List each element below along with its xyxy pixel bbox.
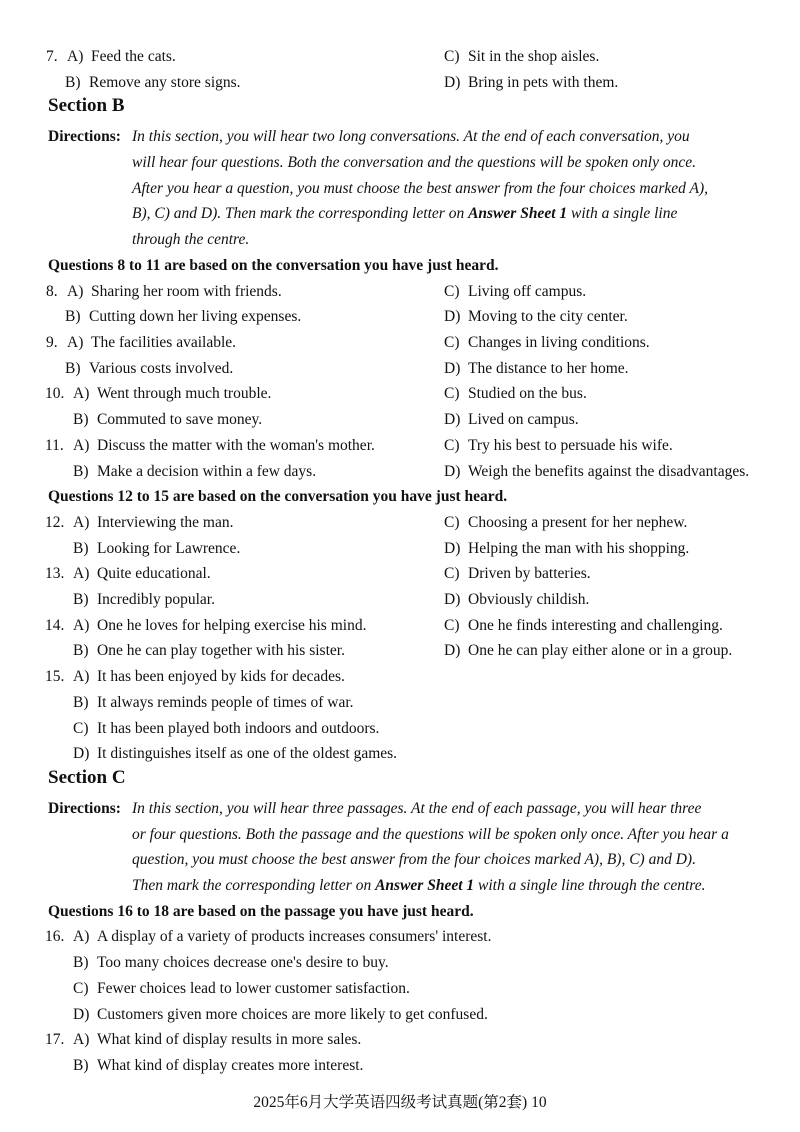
option-text: Driven by batteries.	[468, 565, 591, 583]
directions-line: B), C) and D). Then mark the corresponding letter on Answer Sheet 1 with a single line	[132, 205, 678, 223]
option-letter: D)	[73, 745, 90, 763]
option-row	[0, 613, 800, 639]
option-row	[0, 407, 800, 433]
option-row	[0, 950, 800, 976]
question-group-heading: Questions 12 to 15 are based on the conversation you have just heard.	[48, 488, 508, 506]
question-group-heading: Questions 8 to 11 are based on the conversation you have just heard.	[48, 256, 499, 274]
option-text: Cutting down her living expenses.	[89, 308, 302, 326]
option-text: Bring in pets with them.	[468, 73, 619, 91]
question-number: 12.	[45, 513, 65, 531]
option-text: One he can play together with his sister.	[97, 642, 345, 660]
option-letter: A)	[73, 668, 90, 686]
question-number: 14.	[45, 616, 65, 634]
option-row	[0, 561, 800, 587]
question-number: 15.	[45, 668, 65, 686]
option-row	[0, 433, 800, 459]
option-text: Remove any store signs.	[89, 73, 241, 91]
question-number: 11.	[45, 436, 64, 454]
option-letter: D)	[444, 591, 461, 608]
option-letter: A)	[73, 385, 90, 403]
option-text: Studied on the bus.	[468, 385, 587, 403]
directions-line: will hear four questions. Both the conversation and the questions will be spoken only once.	[132, 154, 696, 172]
option-row	[0, 304, 800, 330]
page-footer: 2025年6月大学英语四级考试真题(第2套) 10	[253, 1094, 547, 1111]
option-text: Weigh the benefits against the disadvantages.	[468, 462, 750, 480]
option-letter: A)	[67, 334, 84, 351]
option-letter: A)	[67, 48, 84, 65]
option-letter: D)	[444, 539, 461, 557]
option-letter: A)	[73, 616, 90, 634]
option-row	[0, 381, 800, 407]
option-letter: C)	[444, 565, 460, 583]
option-row	[0, 1027, 800, 1053]
option-letter: C)	[73, 719, 89, 737]
option-text: Make a decision within a few days.	[97, 462, 317, 480]
option-text: Quite educational.	[97, 565, 211, 583]
option-row	[0, 1053, 800, 1079]
option-row	[0, 924, 800, 950]
option-letter: C)	[73, 979, 89, 997]
option-letter: D)	[444, 308, 461, 326]
option-letter: B)	[73, 642, 89, 660]
option-letter: C)	[444, 616, 460, 634]
option-text: It distinguishes itself as one of the oldest games.	[97, 745, 398, 763]
option-row	[0, 638, 800, 664]
option-letter: B)	[73, 411, 89, 429]
option-letter: C)	[444, 282, 460, 300]
question-group-heading: Questions 16 to 18 are based on the passage you have just heard.	[48, 902, 474, 920]
option-letter: A)	[67, 282, 84, 300]
option-text: Various costs involved.	[89, 359, 234, 377]
option-text: The facilities available.	[91, 334, 237, 351]
option-row	[0, 664, 800, 690]
option-letter: B)	[73, 954, 89, 972]
option-letter: D)	[444, 462, 461, 480]
directions-line: After you hear a question, you must choose the best answer from the four choices marked A),	[132, 179, 708, 197]
option-text: Interviewing the man.	[97, 513, 234, 531]
option-text: Feed the cats.	[91, 48, 176, 65]
directions-label: Directions:	[48, 799, 121, 817]
directions-label: Directions:	[48, 128, 121, 146]
option-row	[0, 976, 800, 1002]
option-letter: B)	[65, 359, 81, 377]
option-row	[0, 70, 800, 96]
option-letter: C)	[444, 334, 460, 351]
option-text: Discuss the matter with the woman's mother.	[97, 436, 375, 454]
question-number: 17.	[45, 1031, 65, 1049]
option-text: What kind of display results in more sales.	[97, 1031, 362, 1049]
option-row	[0, 587, 800, 613]
option-letter: A)	[73, 436, 90, 454]
directions-line: or four questions. Both the passage and the questions will be spoken only once. After you hear a	[132, 825, 729, 843]
option-text: Sharing her room with friends.	[91, 282, 282, 300]
question-number: 13.	[45, 565, 65, 583]
directions-line: Then mark the corresponding letter on Answer Sheet 1 with a single line through the centre.	[132, 876, 706, 894]
option-letter: C)	[444, 513, 460, 531]
question-number: 16.	[45, 928, 65, 946]
option-row	[0, 741, 800, 767]
option-letter: C)	[444, 385, 460, 403]
option-letter: D)	[444, 73, 461, 91]
option-text: One he loves for helping exercise his mind.	[97, 616, 367, 634]
option-text: Obviously childish.	[468, 591, 590, 608]
option-row	[0, 510, 800, 536]
option-letter: B)	[73, 591, 89, 608]
option-text: One he can play either alone or in a group.	[468, 642, 733, 660]
option-text: Helping the man with his shopping.	[468, 539, 690, 557]
option-letter: B)	[73, 1056, 89, 1074]
option-text: Commuted to save money.	[97, 411, 263, 429]
directions-line: through the centre.	[132, 231, 250, 249]
option-text: Too many choices decrease one's desire to buy.	[97, 954, 389, 972]
option-text: Lived on campus.	[468, 411, 579, 429]
option-text: It has been played both indoors and outdoors.	[97, 719, 380, 737]
option-text: Fewer choices lead to lower customer satisfaction.	[97, 979, 410, 997]
question-number: 9.	[46, 334, 58, 351]
option-text: What kind of display creates more interest.	[97, 1056, 364, 1074]
option-text: The distance to her home.	[468, 359, 629, 377]
option-row	[0, 1002, 800, 1028]
question-number: 8.	[46, 282, 58, 300]
option-letter: B)	[65, 73, 81, 91]
option-letter: B)	[73, 462, 89, 480]
option-row	[0, 536, 800, 562]
option-letter: B)	[73, 693, 89, 711]
directions-line: In this section, you will hear two long conversations. At the end of each conversation, you	[132, 128, 690, 146]
option-text: Try his best to persuade his wife.	[468, 436, 673, 454]
option-text: Looking for Lawrence.	[97, 539, 241, 557]
option-text: Living off campus.	[468, 282, 587, 300]
option-text: Moving to the city center.	[468, 308, 628, 326]
directions-line: In this section, you will hear three passages. At the end of each passage, you will hear three	[132, 799, 702, 817]
option-text: Incredibly popular.	[97, 591, 215, 608]
question-number: 7.	[46, 48, 58, 65]
option-text: Changes in living conditions.	[468, 334, 650, 351]
option-text: Sit in the shop aisles.	[468, 48, 600, 65]
question-number: 10.	[45, 385, 65, 403]
section-title: Section B	[48, 95, 125, 117]
option-row	[0, 459, 800, 485]
option-letter: D)	[73, 1005, 90, 1023]
option-letter: B)	[73, 539, 89, 557]
option-text: Went through much trouble.	[97, 385, 272, 403]
option-text: One he finds interesting and challenging.	[468, 616, 723, 634]
option-row	[0, 690, 800, 716]
option-letter: A)	[73, 1031, 90, 1049]
option-text: A display of a variety of products increases consumers' interest.	[97, 928, 492, 946]
option-row	[0, 716, 800, 742]
option-row	[0, 330, 800, 356]
option-letter: D)	[444, 359, 461, 377]
option-letter: C)	[444, 48, 460, 65]
option-text: Customers given more choices are more likely to get confused.	[97, 1005, 488, 1023]
option-row	[0, 356, 800, 382]
option-letter: C)	[444, 436, 460, 454]
option-row	[0, 44, 800, 70]
option-letter: A)	[73, 513, 90, 531]
directions-line: question, you must choose the best answer from the four choices marked A), B), C) and D).	[132, 851, 696, 869]
option-letter: B)	[65, 308, 81, 326]
option-row	[0, 279, 800, 305]
option-letter: D)	[444, 411, 461, 429]
section-title: Section C	[48, 766, 126, 788]
option-text: Choosing a present for her nephew.	[468, 513, 688, 531]
option-letter: A)	[73, 565, 90, 583]
option-letter: A)	[73, 928, 90, 946]
option-text: It has been enjoyed by kids for decades.	[97, 668, 345, 686]
option-letter: D)	[444, 642, 461, 660]
option-text: It always reminds people of times of war.	[97, 693, 354, 711]
